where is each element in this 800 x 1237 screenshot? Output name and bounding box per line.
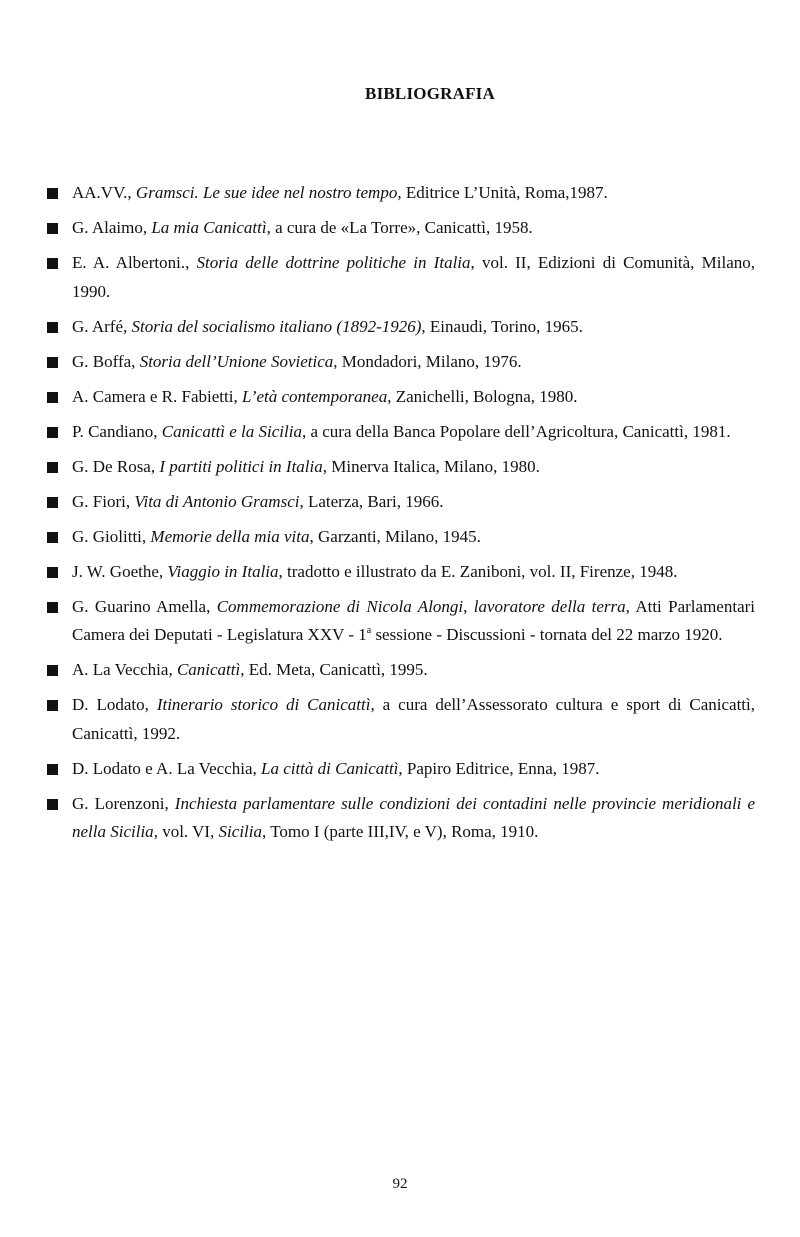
square-bullet-icon [47,392,58,403]
square-bullet-icon [47,497,58,508]
square-bullet-icon [47,665,58,676]
superscript-ordinal: a [366,625,372,636]
square-bullet-icon [47,188,58,199]
square-bullet-icon [47,462,58,473]
list-item: A. La Vecchia, Canicattì, Ed. Meta, Canicattì, 1995. [47,656,755,685]
list-item: P. Candiano, Canicattì e la Sicilia, a cura della Banca Popolare dell’Agricoltura, Canicattì, 1981. [47,418,755,447]
square-bullet-icon [47,799,58,810]
square-bullet-icon [47,223,58,234]
square-bullet-icon [47,602,58,613]
page-title: BIBLIOGRAFIA [365,84,495,103]
list-item: G. Alaimo, La mia Canicattì, a cura de «La Torre», Canicattì, 1958. [47,214,755,243]
list-item: G. Guarino Amella, Commemorazione di Nicola Alongi, lavoratore della terra, Atti Parlamentari Camera dei Deputati - Legislatura XXV - 1$^a$ sessione - Discussioni - tornata del 22 marzo 1920. [47,593,755,650]
list-item: G. Boffa, Storia dell’Unione Sovietica, Mondadori, Milano, 1976. [47,348,755,377]
bibliography-list [47,179,755,853]
list-item: G. Arfé, Storia del socialismo italiano (1892-1926), Einaudi, Torino, 1965. [47,313,755,342]
list-item: G. Lorenzoni, Inchiesta parlamentare sulle condizioni dei contadini nelle provincie meridionali e nella Sicilia, vol. VI, Sicilia, Tomo I (parte III,IV, e V), Roma, 1910. [47,790,755,847]
square-bullet-icon [47,427,58,438]
square-bullet-icon [47,567,58,578]
list-item: G. Giolitti, Memorie della mia vita, Garzanti, Milano, 1945. [47,523,755,552]
square-bullet-icon [47,322,58,333]
list-item: G. Fiori, Vita di Antonio Gramsci, Laterza, Bari, 1966. [47,488,755,517]
list-item: J. W. Goethe, Viaggio in Italia, tradotto e illustrato da E. Zaniboni, vol. II, Firenze, 1948. [47,558,755,587]
square-bullet-icon [47,258,58,269]
square-bullet-icon [47,357,58,368]
list-item: D. Lodato, Itinerario storico di Canicattì, a cura dell’Assessorato cultura e sport di Canicattì, Canicattì, 1992. [47,691,755,748]
square-bullet-icon [47,532,58,543]
list-item: A. Camera e R. Fabietti, L’età contemporanea, Zanichelli, Bologna, 1980. [47,383,755,412]
square-bullet-icon [47,764,58,775]
square-bullet-icon [47,700,58,711]
page-number: 92 [392,1176,408,1192]
list-item: AA.VV., Gramsci. Le sue idee nel nostro tempo, Editrice L’Unità, Roma,1987. [47,179,755,208]
list-item: G. De Rosa, I partiti politici in Italia, Minerva Italica, Milano, 1980. [47,453,755,482]
list-item: E. A. Albertoni., Storia delle dottrine politiche in Italia, vol. II, Edizioni di Comunità, Milano, 1990. [47,249,755,306]
list-item: D. Lodato e A. La Vecchia, La città di Canicattì, Papiro Editrice, Enna, 1987. [47,755,755,784]
